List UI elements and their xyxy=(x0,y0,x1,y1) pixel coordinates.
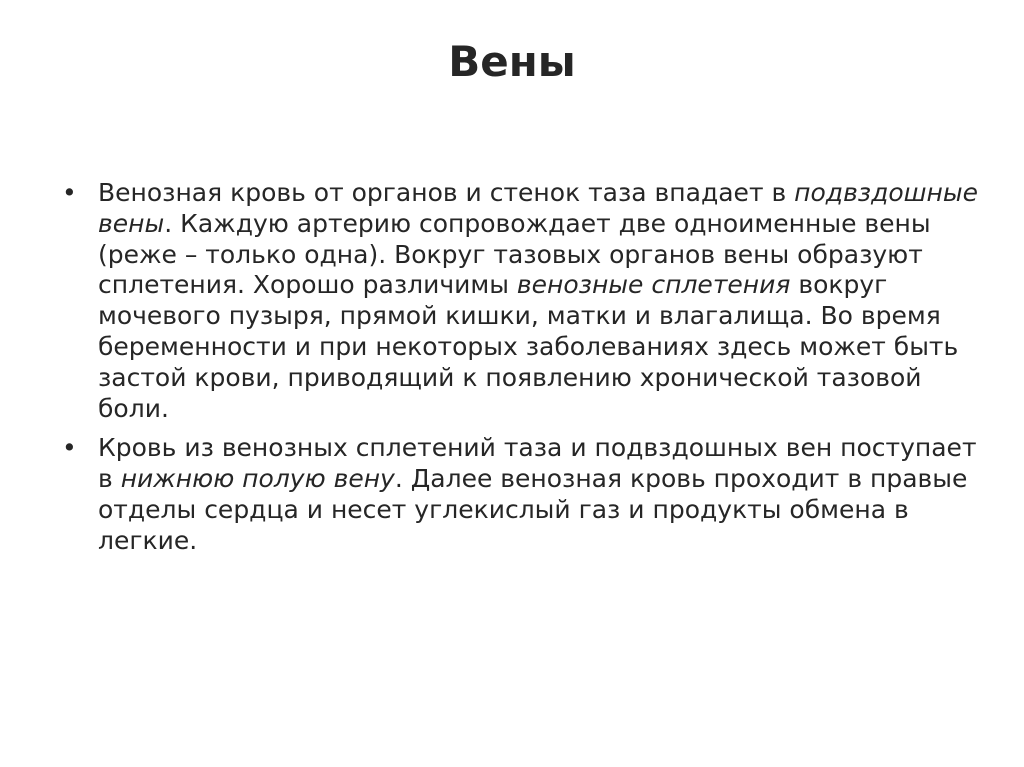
text-run: вокруг мочевого пузыря, прямой кишки, матки и влагалища. Во время беременности и при некоторых заболеваниях здесь может быть застой крови, приводящий к появлению хронической тазовой боли. xyxy=(98,270,959,423)
bullet-item xyxy=(62,433,982,556)
italic-term: нижнюю полую вену xyxy=(120,464,395,494)
italic-term: подвздошные вены xyxy=(98,178,979,238)
bullet-marker: • xyxy=(62,178,77,207)
bullet-item xyxy=(62,178,982,424)
italic-term: венозные сплетения xyxy=(516,270,791,300)
text-run: Венозная кровь от органов и стенок таза впадает в xyxy=(98,178,795,207)
bullet-marker: • xyxy=(62,433,77,463)
bullet-list xyxy=(62,178,982,566)
bullet-text xyxy=(98,433,977,554)
slide-title: Вены xyxy=(448,37,576,86)
text-run: . Каждую артерию сопровождает две одноименные вены (реже – только одна). Вокруг тазовых органов вены образуют сплетения. Хорошо различимы xyxy=(98,208,931,300)
bullet-text xyxy=(98,178,978,423)
text-run: Кровь из венозных сплетений таза и подвздошных вен поступает в xyxy=(98,433,977,494)
text-run: . Далее венозная кровь проходит в правые отделы сердца и несет углекислый газ и продукты обмена в легкие. xyxy=(98,464,968,555)
